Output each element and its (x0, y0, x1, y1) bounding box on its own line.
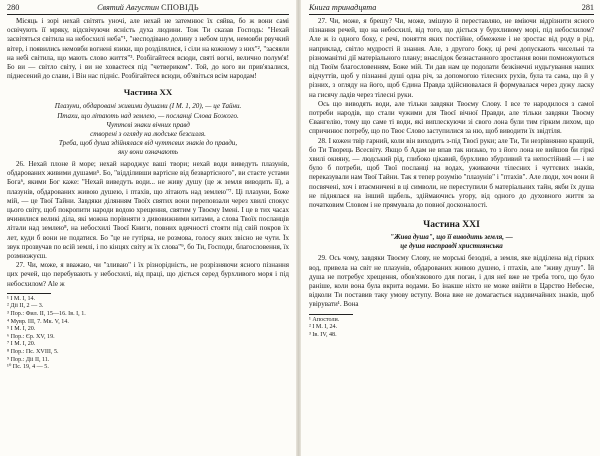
footnote: ² Діі II, 2 — 3. (7, 303, 44, 310)
epigraph-line: Треба, щоб душа здійнялася від чуттєвих знаків до правди, (58, 138, 238, 147)
epigraph-line: яку вони означають (118, 147, 178, 156)
footnote: ⁷ І М. І, 20. (7, 341, 36, 348)
footnote: ¹ Апостоли. (309, 316, 340, 323)
right-page-number: 281 (581, 3, 594, 12)
left-running-title-book: СПОВІДЬ (161, 3, 199, 12)
left-epigraph (7, 102, 289, 157)
left-running-title-author: Святий Августин (97, 3, 160, 12)
left-paragraph: Місяць і зорі нехай світять уночі, але нехай не затемнює їх сяйва, бо ж вони самі освічують її мряку, відсвічуючи ясність духа людини. Тож Ти сказав Господь: "Нехай засвітяться світила на небосхилі неба"¹, "несподівано долину з небом шум, немовби рвучкий вітер, і появились немовби вогнені язики, що розділялися, і сіли на кожному з них"², "засяяли на небі світила, що мають слово життя"³. Розбігайтеся всюди, святі вогні, велично полум'я! Бо ви — світло світу, і ви не ховаєтеся під "четвериком". Той, до кого ви прив'язалися, піднесений до слави, і Він нас підніс. Розбігайтеся всюди, об'явіться всім народам! (7, 17, 289, 81)
book-gutter (296, 0, 301, 456)
footnote: ⁵ І М. І, 20. (7, 326, 36, 333)
epigraph-line: Птахи, що літають над землею, — посланці Слова Божого. (57, 111, 239, 120)
epigraph-line: "Жива душа", що її виводить земля, — (390, 233, 513, 242)
left-running-title (7, 2, 289, 14)
right-epigraph (309, 233, 594, 251)
footnote: ⁸ Пор.: Пс. XVIII, 5. (7, 348, 59, 355)
right-footnotes (309, 317, 594, 340)
footnote-rule (309, 314, 353, 315)
left-page-number: 280 (7, 3, 20, 12)
left-page (0, 0, 295, 456)
footnote-rule (7, 293, 51, 294)
footnote: ³ Пор.: Фил. II, 15—16. Ів. І, 1. (7, 311, 86, 318)
left-text-column (7, 17, 289, 372)
right-paragraph: 27. Чи, може, я брешу? Чи, може, змішую й переставляю, не вміючи відрізнити ясного пізнання речей, що на небосхилі, від того, що діється у бурхливому морі, під небосхилом? Але ж із одного боку, є речі, поняття яких постійне, обмежене і не зростає від роду в рід, наприклад, світло мудрості й знання. Але, з другого боку, ці речі допускають чисельні та різноманітні дії матеріального плану; внаслідок безнастанного зростання вони помножуються під Твоїм благословенням, Боже мій. Ти дав нам це подолати безкінечні нудьгування наших відчуттів, щоб у пізнанні душі одна річ, за допомогою тілесних рухів, була та сама, що й у різних, з огляду на його, щоб Єдина Правда здійснювалася й формувалася через дужу ласку на гисячу ладів через тілесні руки. (309, 17, 594, 99)
footnote: ¹⁰ Пс. 19, 4 — 5. (7, 364, 49, 371)
footnote: ⁶ Пор.: Єр. XV, 19. (7, 333, 55, 340)
footnote: ⁹ Пор.: Діі II, 11. (7, 356, 50, 363)
footnote: ² І М. І, 24. (309, 324, 338, 331)
footnote: ¹ І М. І, 14. (7, 295, 36, 302)
right-running-title-text: Книга тринадцята (309, 3, 377, 12)
epigraph-line: це душа насправді християнська (400, 242, 503, 251)
left-paragraph: 26. Нехай плоне й море; нехай народжує ваші твори; нехай води виведуть плазунів, обдарованих живими душами⁵. Бо, "відділивши вартісне від безвартісного", ви стаєте устами Бога⁶, якими Бог каже: "Нехай виведуть води... не живу душу (це ж земля виводить її), а плазунів, обдарованих живою душею, і птахів, що літають над землею"⁷. Ці плазуни, Боже мій, — це Твої Тайни. Завдяки ділянням Твоїх святих вони переповзали через хвилі спокус цього світу, щоб покропити народи водою хрещення, святим у Твоєму Імені. І це в тих часах вчинилися великі діла, які можна порівняти з дивовижними китами, а слова Твоїх посланців літали над землею⁸, на небосхилі Твоєї Книги, повних вдячності стояти під свій покров їх лет, куди б вони не податися. Бо "це не гутірка, не розмова, голосу яких звісно не чути. Їх звук прозвучав по всій землі, і по кінцях світу ж їх слова"⁹, бо Ти, Господи, благословення, їх розмножуєш. (7, 159, 289, 261)
epigraph-line: створені з огляду на людське безсилля. (90, 129, 206, 138)
right-paragraph: Ось що виводять води, але тільки завдяки Твоєму Слову. І все те народилося з самої потреби народів, що стали чужими для Твоєї вічної Правди, але тільки завдяки Твоєму Євангелію, тому що саме ті води, які виплескуючи зі свого лона були тим гірким лихом, що спричинює потребу, що по Твоє Слово заступилися за ню, щоб виводити їх звідтіля. (309, 99, 594, 136)
right-running-title (309, 2, 594, 14)
footnote: ³ Ів. IV, 48. (309, 331, 337, 338)
left-footnotes (7, 296, 289, 372)
left-chapter-title: Частина XX (123, 87, 173, 98)
right-page (302, 0, 600, 456)
left-page-header (7, 2, 289, 15)
right-text-column (309, 17, 594, 339)
right-paragraph: 28. І кожен твір гарний, коли він виходить з-під Твоєї руки; але Ти, Ти незрівнянно кращий, бо Ти Творець Всесвіту. Якщо б Адам не впав так низько, то з його лона не вийшов би гіркі хвилі окияну, — людський рід, глибоко цікавий, бурхливо збурливий та непостійний — і не було б потреби, щоб Твої посланці на водах, уживаючи тілесних і чуттєвих знаків, переказували нам Твої Тайни. Так я тепер розумію "плазунів" і "птахів". Але люди, хоч вони й посвячені, хоч і втаємничені в ці символи, не переступили б матеріальних тайн, якби їх душа не піднялася на інший щабель, здіймаючись угору, від одного до духовного життя за початковим Словом і не прямувала до повної досконалості. (309, 136, 594, 210)
epigraph-line: Плазуни, обдаровані живими душами (І М. 1, 20), — це Тайни. (54, 102, 242, 111)
right-paragraph: 29. Ось чому, завдяки Твоєму Слову, не морські безодні, а земля, яке відділена від гірких вод, привела на світ не плазунів, обдарованих живою душею, і птахів, але "живу душу". Їй душа не потребує хрещення, обов'язкового для поган, і для неї вже не треба того, що було раніше, коли вона була вкрита водами. Бо інакше ніхто не може ввійти в Царство Небесне, відколи Ти поставив таку умову вступу. Вона вже не домагається надзвичайних знаків, щоб увірувати¹. Вона (309, 254, 594, 309)
left-paragraph: 27. Чи, може, я вважаю, чи "зливаю" і їх різнорідність, не розрізняючи ясного пізнання цих речей, що перебувають у небосхилі, від праці, що діється серед бурхливого моря і під небосхилом? Ale ж (7, 261, 289, 288)
right-chapter-title: Частина XXI (423, 219, 480, 231)
footnote: ⁴ Мувр. III, 7. Мк. V, 14. (7, 318, 69, 325)
right-page-header (309, 2, 594, 15)
epigraph-line: Чуттєві знаки вічних правд (106, 120, 190, 129)
